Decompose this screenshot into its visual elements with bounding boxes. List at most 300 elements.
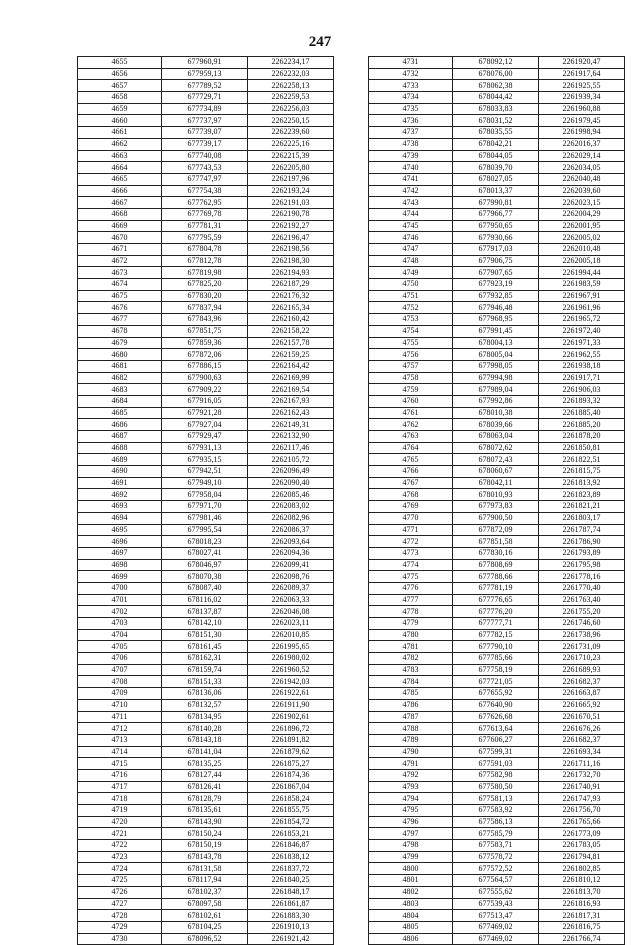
x-coordinate-cell: 677762,95 <box>162 197 248 209</box>
table-row <box>78 571 334 583</box>
table-row <box>78 431 334 443</box>
table-row <box>369 185 625 197</box>
table-row <box>369 898 625 910</box>
x-coordinate-cell: 677930,66 <box>453 232 539 244</box>
table-row <box>78 407 334 419</box>
y-coordinate-cell: 2261965,72 <box>539 314 625 326</box>
x-coordinate-cell: 678135,61 <box>162 805 248 817</box>
table-row <box>369 524 625 536</box>
table-row <box>369 92 625 104</box>
x-coordinate-cell: 677591,03 <box>453 758 539 770</box>
table-row <box>78 360 334 372</box>
y-coordinate-cell: 2262194,93 <box>248 267 334 279</box>
point-number-cell: 4756 <box>369 349 453 361</box>
x-coordinate-cell: 678134,95 <box>162 711 248 723</box>
y-coordinate-cell: 2262098,76 <box>248 571 334 583</box>
y-coordinate-cell: 2261896,72 <box>248 723 334 735</box>
x-coordinate-cell: 677819,98 <box>162 267 248 279</box>
table-row <box>369 80 625 92</box>
y-coordinate-cell: 2261795,98 <box>539 559 625 571</box>
x-coordinate-cell: 677582,98 <box>453 769 539 781</box>
y-coordinate-cell: 2261816,75 <box>539 921 625 933</box>
point-number-cell: 4780 <box>369 629 453 641</box>
x-coordinate-cell: 677729,71 <box>162 92 248 104</box>
x-coordinate-cell: 677777,71 <box>453 618 539 630</box>
point-number-cell: 4673 <box>78 267 162 279</box>
x-coordinate-cell: 678072,62 <box>453 442 539 454</box>
table-row <box>369 933 625 945</box>
x-coordinate-cell: 678033,83 <box>453 103 539 115</box>
y-coordinate-cell: 2262023,11 <box>248 618 334 630</box>
y-coordinate-cell: 2262259,53 <box>248 92 334 104</box>
y-coordinate-cell: 2262029,14 <box>539 150 625 162</box>
x-coordinate-cell: 678092,12 <box>453 57 539 69</box>
table-row <box>78 664 334 676</box>
point-number-cell: 4768 <box>369 489 453 501</box>
y-coordinate-cell: 2261823,89 <box>539 489 625 501</box>
x-coordinate-cell: 677959,13 <box>162 68 248 80</box>
table-row <box>78 618 334 630</box>
table-row <box>369 57 625 69</box>
y-coordinate-cell: 2262159,25 <box>248 349 334 361</box>
y-coordinate-cell: 2261998,94 <box>539 127 625 139</box>
point-number-cell: 4659 <box>78 103 162 115</box>
table-row <box>78 699 334 711</box>
x-coordinate-cell: 678039,66 <box>453 419 539 431</box>
point-number-cell: 4754 <box>369 325 453 337</box>
point-number-cell: 4774 <box>369 559 453 571</box>
x-coordinate-cell: 678131,58 <box>162 863 248 875</box>
point-number-cell: 4695 <box>78 524 162 536</box>
table-row <box>78 886 334 898</box>
table-row <box>78 711 334 723</box>
point-number-cell: 4666 <box>78 185 162 197</box>
x-coordinate-cell: 677927,04 <box>162 419 248 431</box>
x-coordinate-cell: 677923,19 <box>453 279 539 291</box>
x-coordinate-cell: 677737,97 <box>162 115 248 127</box>
y-coordinate-cell: 2262149,31 <box>248 419 334 431</box>
x-coordinate-cell: 677758,19 <box>453 664 539 676</box>
table-row <box>78 57 334 69</box>
y-coordinate-cell: 2261682,37 <box>539 676 625 688</box>
point-number-cell: 4733 <box>369 80 453 92</box>
y-coordinate-cell: 2261710,23 <box>539 653 625 665</box>
x-coordinate-cell: 677513,47 <box>453 910 539 922</box>
point-number-cell: 4746 <box>369 232 453 244</box>
table-row <box>369 840 625 852</box>
point-number-cell: 4692 <box>78 489 162 501</box>
x-coordinate-cell: 677995,54 <box>162 524 248 536</box>
y-coordinate-cell: 2262089,37 <box>248 582 334 594</box>
x-coordinate-cell: 677781,31 <box>162 220 248 232</box>
table-row <box>78 185 334 197</box>
table-row <box>369 571 625 583</box>
x-coordinate-cell: 678031,52 <box>453 115 539 127</box>
y-coordinate-cell: 2262010,48 <box>539 244 625 256</box>
y-coordinate-cell: 2261878,20 <box>539 431 625 443</box>
x-coordinate-cell: 677789,52 <box>162 80 248 92</box>
x-coordinate-cell: 677935,15 <box>162 454 248 466</box>
y-coordinate-cell: 2261885,40 <box>539 407 625 419</box>
point-number-cell: 4681 <box>78 360 162 372</box>
y-coordinate-cell: 2261921,42 <box>248 933 334 945</box>
x-coordinate-cell: 678128,79 <box>162 793 248 805</box>
point-number-cell: 4669 <box>78 220 162 232</box>
x-coordinate-cell: 678143,18 <box>162 734 248 746</box>
y-coordinate-cell: 2261883,30 <box>248 910 334 922</box>
y-coordinate-cell: 2261763,40 <box>539 594 625 606</box>
point-number-cell: 4765 <box>369 454 453 466</box>
point-number-cell: 4753 <box>369 314 453 326</box>
y-coordinate-cell: 2262039,60 <box>539 185 625 197</box>
point-number-cell: 4747 <box>369 244 453 256</box>
point-number-cell: 4724 <box>78 863 162 875</box>
table-row <box>78 898 334 910</box>
y-coordinate-cell: 2262099,41 <box>248 559 334 571</box>
table-row <box>369 138 625 150</box>
x-coordinate-cell: 677931,13 <box>162 442 248 454</box>
x-coordinate-cell: 678126,41 <box>162 781 248 793</box>
y-coordinate-cell: 2262046,08 <box>248 606 334 618</box>
y-coordinate-cell: 2261738,96 <box>539 629 625 641</box>
y-coordinate-cell: 2262010,85 <box>248 629 334 641</box>
coordinates-table-right-body <box>369 57 625 945</box>
x-coordinate-cell: 677998,05 <box>453 360 539 372</box>
x-coordinate-cell: 678127,44 <box>162 769 248 781</box>
point-number-cell: 4685 <box>78 407 162 419</box>
x-coordinate-cell: 677966,77 <box>453 208 539 220</box>
y-coordinate-cell: 2261810,12 <box>539 875 625 887</box>
table-row <box>78 232 334 244</box>
point-number-cell: 4778 <box>369 606 453 618</box>
y-coordinate-cell: 2261972,40 <box>539 325 625 337</box>
table-row <box>78 477 334 489</box>
y-coordinate-cell: 2261815,75 <box>539 466 625 478</box>
table-row <box>369 442 625 454</box>
table-row <box>369 664 625 676</box>
table-row <box>78 314 334 326</box>
x-coordinate-cell: 677900,63 <box>162 372 248 384</box>
y-coordinate-cell: 2261770,40 <box>539 582 625 594</box>
table-row <box>369 279 625 291</box>
x-coordinate-cell: 677989,04 <box>453 384 539 396</box>
y-coordinate-cell: 2262234,17 <box>248 57 334 69</box>
point-number-cell: 4711 <box>78 711 162 723</box>
y-coordinate-cell: 2261980,02 <box>248 653 334 665</box>
x-coordinate-cell: 678137,87 <box>162 606 248 618</box>
y-coordinate-cell: 2261732,70 <box>539 769 625 781</box>
table-row <box>369 816 625 828</box>
y-coordinate-cell: 2261855,75 <box>248 805 334 817</box>
y-coordinate-cell: 2261925,55 <box>539 80 625 92</box>
x-coordinate-cell: 677830,16 <box>453 547 539 559</box>
y-coordinate-cell: 2261756,70 <box>539 805 625 817</box>
y-coordinate-cell: 2262164,42 <box>248 360 334 372</box>
y-coordinate-cell: 2261960,88 <box>539 103 625 115</box>
table-row <box>369 875 625 887</box>
x-coordinate-cell: 678010,93 <box>453 489 539 501</box>
y-coordinate-cell: 2261942,03 <box>248 676 334 688</box>
x-coordinate-cell: 677958,04 <box>162 489 248 501</box>
table-row <box>78 197 334 209</box>
point-number-cell: 4766 <box>369 466 453 478</box>
y-coordinate-cell: 2261740,91 <box>539 781 625 793</box>
table-row <box>369 314 625 326</box>
point-number-cell: 4731 <box>369 57 453 69</box>
table-row <box>369 734 625 746</box>
x-coordinate-cell: 677900,50 <box>453 512 539 524</box>
point-number-cell: 4750 <box>369 279 453 291</box>
y-coordinate-cell: 2262160,42 <box>248 314 334 326</box>
table-row <box>78 594 334 606</box>
table-row <box>78 419 334 431</box>
y-coordinate-cell: 2262090,40 <box>248 477 334 489</box>
x-coordinate-cell: 677851,75 <box>162 325 248 337</box>
table-row <box>369 793 625 805</box>
y-coordinate-cell: 2261689,93 <box>539 664 625 676</box>
y-coordinate-cell: 2262198,56 <box>248 244 334 256</box>
table-row <box>78 501 334 513</box>
table-row <box>369 302 625 314</box>
table-row <box>78 723 334 735</box>
x-coordinate-cell: 678132,57 <box>162 699 248 711</box>
point-number-cell: 4764 <box>369 442 453 454</box>
x-coordinate-cell: 678027,41 <box>162 547 248 559</box>
point-number-cell: 4760 <box>369 395 453 407</box>
x-coordinate-cell: 677949,10 <box>162 477 248 489</box>
point-number-cell: 4680 <box>78 349 162 361</box>
x-coordinate-cell: 677734,89 <box>162 103 248 115</box>
point-number-cell: 4800 <box>369 863 453 875</box>
point-number-cell: 4690 <box>78 466 162 478</box>
x-coordinate-cell: 677788,66 <box>453 571 539 583</box>
y-coordinate-cell: 2261939,34 <box>539 92 625 104</box>
x-coordinate-cell: 677781,19 <box>453 582 539 594</box>
y-coordinate-cell: 2262225,16 <box>248 138 334 150</box>
point-number-cell: 4699 <box>78 571 162 583</box>
x-coordinate-cell: 678151,33 <box>162 676 248 688</box>
table-row <box>369 688 625 700</box>
table-row <box>369 536 625 548</box>
table-row <box>369 150 625 162</box>
table-row <box>78 489 334 501</box>
x-coordinate-cell: 677782,15 <box>453 629 539 641</box>
table-row <box>78 816 334 828</box>
table-row <box>369 349 625 361</box>
x-coordinate-cell: 677830,20 <box>162 290 248 302</box>
table-row <box>78 559 334 571</box>
point-number-cell: 4792 <box>369 769 453 781</box>
table-row <box>369 431 625 443</box>
y-coordinate-cell: 2262132,90 <box>248 431 334 443</box>
point-number-cell: 4688 <box>78 442 162 454</box>
y-coordinate-cell: 2261813,92 <box>539 477 625 489</box>
y-coordinate-cell: 2261711,16 <box>539 758 625 770</box>
point-number-cell: 4655 <box>78 57 162 69</box>
table-row <box>78 208 334 220</box>
point-number-cell: 4684 <box>78 395 162 407</box>
y-coordinate-cell: 2261967,91 <box>539 290 625 302</box>
x-coordinate-cell: 677859,36 <box>162 337 248 349</box>
table-row <box>369 921 625 933</box>
page-number: 247 <box>308 34 332 50</box>
point-number-cell: 4664 <box>78 162 162 174</box>
table-row <box>369 618 625 630</box>
point-number-cell: 4794 <box>369 793 453 805</box>
y-coordinate-cell: 2262169,99 <box>248 372 334 384</box>
y-coordinate-cell: 2261920,47 <box>539 57 625 69</box>
y-coordinate-cell: 2261802,85 <box>539 863 625 875</box>
point-number-cell: 4727 <box>78 898 162 910</box>
table-row <box>78 933 334 945</box>
point-number-cell: 4720 <box>78 816 162 828</box>
x-coordinate-cell: 678162,31 <box>162 653 248 665</box>
table-row <box>78 536 334 548</box>
point-number-cell: 4798 <box>369 840 453 852</box>
table-row <box>78 875 334 887</box>
table-row <box>369 255 625 267</box>
point-number-cell: 4723 <box>78 851 162 863</box>
y-coordinate-cell: 2261885,20 <box>539 419 625 431</box>
y-coordinate-cell: 2261938,18 <box>539 360 625 372</box>
table-row <box>78 840 334 852</box>
point-number-cell: 4799 <box>369 851 453 863</box>
point-number-cell: 4698 <box>78 559 162 571</box>
x-coordinate-cell: 677606,27 <box>453 734 539 746</box>
x-coordinate-cell: 678060,67 <box>453 466 539 478</box>
table-row <box>78 688 334 700</box>
y-coordinate-cell: 2262005,02 <box>539 232 625 244</box>
y-coordinate-cell: 2262063,33 <box>248 594 334 606</box>
y-coordinate-cell: 2262096,49 <box>248 466 334 478</box>
x-coordinate-cell: 678097,58 <box>162 898 248 910</box>
table-row <box>78 606 334 618</box>
table-row <box>369 641 625 653</box>
y-coordinate-cell: 2262117,46 <box>248 442 334 454</box>
point-number-cell: 4803 <box>369 898 453 910</box>
table-row <box>78 653 334 665</box>
point-number-cell: 4697 <box>78 547 162 559</box>
x-coordinate-cell: 678027,05 <box>453 173 539 185</box>
point-number-cell: 4742 <box>369 185 453 197</box>
coordinates-table-left-body <box>78 57 334 945</box>
point-number-cell: 4689 <box>78 454 162 466</box>
table-row <box>369 477 625 489</box>
table-row <box>369 723 625 735</box>
x-coordinate-cell: 677585,79 <box>453 828 539 840</box>
x-coordinate-cell: 678010,38 <box>453 407 539 419</box>
point-number-cell: 4694 <box>78 512 162 524</box>
x-coordinate-cell: 677921,28 <box>162 407 248 419</box>
point-number-cell: 4783 <box>369 664 453 676</box>
x-coordinate-cell: 677769,78 <box>162 208 248 220</box>
y-coordinate-cell: 2262197,96 <box>248 173 334 185</box>
x-coordinate-cell: 677539,43 <box>453 898 539 910</box>
x-coordinate-cell: 677843,96 <box>162 314 248 326</box>
table-row <box>78 734 334 746</box>
y-coordinate-cell: 2261995,65 <box>248 641 334 653</box>
x-coordinate-cell: 677581,13 <box>453 793 539 805</box>
point-number-cell: 4762 <box>369 419 453 431</box>
x-coordinate-cell: 677808,69 <box>453 559 539 571</box>
table-row <box>78 267 334 279</box>
point-number-cell: 4672 <box>78 255 162 267</box>
table-row <box>78 349 334 361</box>
table-row <box>78 781 334 793</box>
y-coordinate-cell: 2261875,27 <box>248 758 334 770</box>
y-coordinate-cell: 2261854,72 <box>248 816 334 828</box>
y-coordinate-cell: 2262086,37 <box>248 524 334 536</box>
point-number-cell: 4771 <box>369 524 453 536</box>
y-coordinate-cell: 2262196,47 <box>248 232 334 244</box>
point-number-cell: 4703 <box>78 618 162 630</box>
point-number-cell: 4748 <box>369 255 453 267</box>
y-coordinate-cell: 2261821,21 <box>539 501 625 513</box>
y-coordinate-cell: 2261922,61 <box>248 688 334 700</box>
table-row <box>78 255 334 267</box>
y-coordinate-cell: 2262169,54 <box>248 384 334 396</box>
y-coordinate-cell: 2262082,96 <box>248 512 334 524</box>
x-coordinate-cell: 677583,71 <box>453 840 539 852</box>
y-coordinate-cell: 2261793,89 <box>539 547 625 559</box>
point-number-cell: 4718 <box>78 793 162 805</box>
point-number-cell: 4678 <box>78 325 162 337</box>
point-number-cell: 4744 <box>369 208 453 220</box>
y-coordinate-cell: 2262232,03 <box>248 68 334 80</box>
x-coordinate-cell: 677469,02 <box>453 921 539 933</box>
point-number-cell: 4736 <box>369 115 453 127</box>
point-number-cell: 4691 <box>78 477 162 489</box>
y-coordinate-cell: 2262083,02 <box>248 501 334 513</box>
table-row <box>369 325 625 337</box>
point-number-cell: 4734 <box>369 92 453 104</box>
x-coordinate-cell: 677907,65 <box>453 267 539 279</box>
y-coordinate-cell: 2261838,12 <box>248 851 334 863</box>
x-coordinate-cell: 677929,47 <box>162 431 248 443</box>
y-coordinate-cell: 2262192,27 <box>248 220 334 232</box>
x-coordinate-cell: 678117,94 <box>162 875 248 887</box>
point-number-cell: 4717 <box>78 781 162 793</box>
x-coordinate-cell: 677640,90 <box>453 699 539 711</box>
point-number-cell: 4670 <box>78 232 162 244</box>
y-coordinate-cell: 2261778,16 <box>539 571 625 583</box>
point-number-cell: 4725 <box>78 875 162 887</box>
table-row <box>78 805 334 817</box>
x-coordinate-cell: 678042,21 <box>453 138 539 150</box>
y-coordinate-cell: 2261840,25 <box>248 875 334 887</box>
y-coordinate-cell: 2261861,87 <box>248 898 334 910</box>
x-coordinate-cell: 677776,65 <box>453 594 539 606</box>
x-coordinate-cell: 678102,37 <box>162 886 248 898</box>
y-coordinate-cell: 2261731,09 <box>539 641 625 653</box>
y-coordinate-cell: 2261837,72 <box>248 863 334 875</box>
x-coordinate-cell: 678044,05 <box>453 150 539 162</box>
x-coordinate-cell: 677994,98 <box>453 372 539 384</box>
y-coordinate-cell: 2261962,55 <box>539 349 625 361</box>
x-coordinate-cell: 677790,10 <box>453 641 539 653</box>
x-coordinate-cell: 678141,04 <box>162 746 248 758</box>
x-coordinate-cell: 677991,45 <box>453 325 539 337</box>
x-coordinate-cell: 677981,46 <box>162 512 248 524</box>
y-coordinate-cell: 2262005,18 <box>539 255 625 267</box>
x-coordinate-cell: 677916,05 <box>162 395 248 407</box>
point-number-cell: 4781 <box>369 641 453 653</box>
point-number-cell: 4757 <box>369 360 453 372</box>
point-number-cell: 4776 <box>369 582 453 594</box>
x-coordinate-cell: 677992,86 <box>453 395 539 407</box>
point-number-cell: 4696 <box>78 536 162 548</box>
point-number-cell: 4671 <box>78 244 162 256</box>
